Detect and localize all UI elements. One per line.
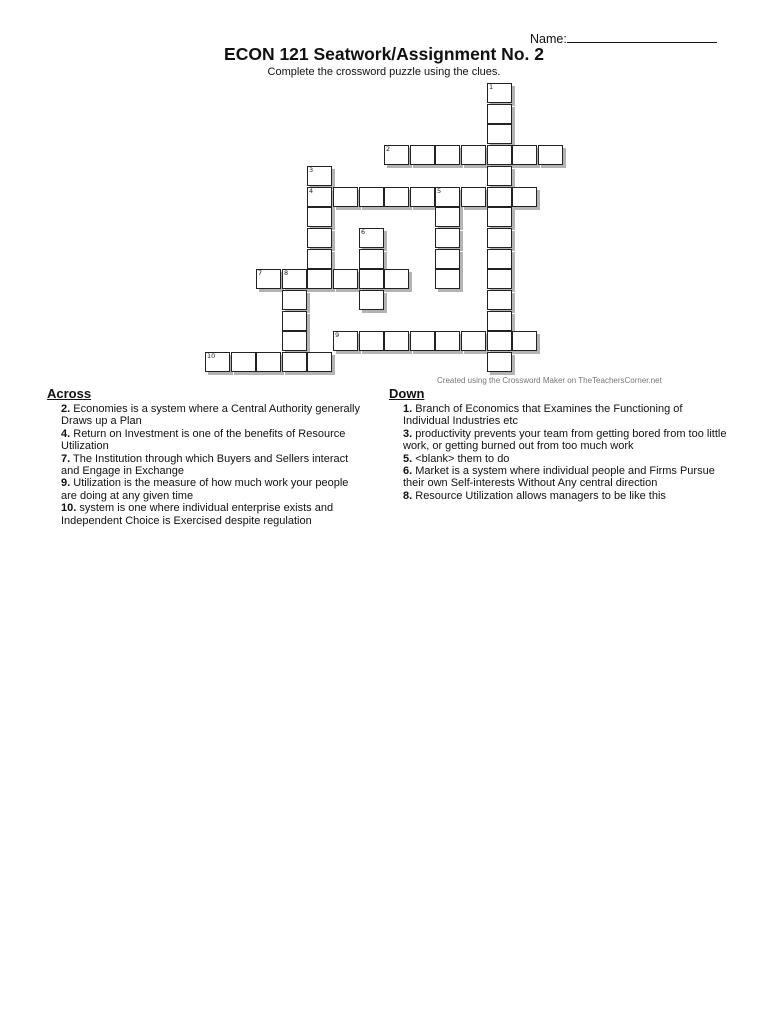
clue-number: 9. — [61, 477, 71, 490]
across-clue — [47, 502, 367, 527]
crossword-cell[interactable] — [359, 228, 384, 248]
cell-number: 6 — [361, 228, 366, 236]
crossword-grid — [0, 0, 768, 380]
crossword-cell[interactable] — [487, 166, 512, 186]
clue-text: system is one where individual enterprise exists and Independent Choice is Exercised despite regulation — [61, 502, 334, 527]
across-clue — [47, 403, 367, 428]
clue-number: 3. — [403, 427, 413, 440]
crossword-cell[interactable] — [384, 187, 409, 207]
clue-text: Market is a system where individual people and Firms Pursue their own Self-interests Without Any central direction — [403, 465, 715, 490]
crossword-cell[interactable] — [512, 331, 537, 351]
crossword-cell[interactable] — [487, 145, 512, 165]
across-clue-list — [47, 403, 367, 527]
clue-text: Resource Utilization allows managers to be like this — [415, 489, 666, 502]
down-clue-list — [389, 403, 729, 502]
clue-number: 5. — [403, 452, 413, 465]
crossword-cell[interactable] — [384, 331, 409, 351]
clue-number: 1. — [403, 403, 413, 415]
crossword-cell[interactable] — [384, 145, 409, 165]
crossword-cell[interactable] — [307, 187, 332, 207]
cell-number: 5 — [437, 187, 442, 195]
crossword-cell[interactable] — [307, 249, 332, 269]
cell-number: 7 — [258, 269, 263, 277]
crossword-cell[interactable] — [461, 145, 486, 165]
clue-text: Branch of Economics that Examines the Functioning of Individual Industries etc — [403, 403, 683, 428]
crossword-cell[interactable] — [487, 290, 512, 310]
crossword-cell[interactable] — [282, 352, 307, 372]
crossword-cell[interactable] — [487, 104, 512, 124]
crossword-cell[interactable] — [487, 269, 512, 289]
clue-number: 10. — [61, 502, 77, 515]
crossword-cell[interactable] — [307, 207, 332, 227]
crossword-cell[interactable] — [359, 331, 384, 351]
crossword-cell[interactable] — [256, 269, 281, 289]
crossword-cell[interactable] — [307, 228, 332, 248]
crossword-cell[interactable] — [461, 331, 486, 351]
clue-number: 4. — [61, 427, 71, 440]
crossword-cell[interactable] — [435, 228, 460, 248]
crossword-cell[interactable] — [282, 331, 307, 351]
crossword-cell[interactable] — [333, 187, 358, 207]
page-subtitle: Complete the crossword puzzle using the clues. — [267, 66, 501, 78]
crossword-cell[interactable] — [359, 290, 384, 310]
across-clues — [47, 386, 367, 527]
crossword-cell[interactable] — [410, 187, 435, 207]
crossword-cell[interactable] — [512, 145, 537, 165]
crossword-cell[interactable] — [487, 207, 512, 227]
clue-number: 6. — [403, 465, 413, 478]
crossword-cell[interactable] — [231, 352, 256, 372]
crossword-cell[interactable] — [487, 249, 512, 269]
crossword-cell[interactable] — [410, 331, 435, 351]
clue-text: <blank> them to do — [415, 452, 510, 465]
cell-number: 2 — [386, 145, 391, 153]
clue-text: Economies is a system where a Central Authority generally Draws up a Plan — [61, 403, 360, 428]
crossword-cell[interactable] — [359, 187, 384, 207]
clue-text: Utilization is the measure of how much work your people are doing at any given time — [61, 477, 349, 502]
crossword-cell[interactable] — [487, 331, 512, 351]
clue-number: 2. — [61, 403, 71, 415]
crossword-cell[interactable] — [487, 124, 512, 144]
cell-number: 1 — [489, 83, 494, 91]
clue-number: 8. — [403, 489, 413, 502]
cell-number: 8 — [284, 269, 289, 277]
clue-text: Return on Investment is one of the benefits of Resource Utilization — [61, 427, 346, 453]
down-heading: Down — [389, 386, 425, 401]
crossword-cell[interactable] — [282, 269, 307, 289]
cell-number: 4 — [309, 187, 314, 195]
crossword-credit: Created using the Crossword Maker on TheTeachersCorner.net — [437, 376, 662, 385]
crossword-cell[interactable] — [435, 187, 460, 207]
crossword-cell[interactable] — [487, 187, 512, 207]
crossword-cell[interactable] — [333, 331, 358, 351]
down-clue — [389, 465, 729, 490]
cell-number: 3 — [309, 166, 314, 174]
page-title: ECON 121 Seatwork/Assignment No. 2 — [224, 44, 544, 64]
crossword-cell[interactable] — [435, 145, 460, 165]
down-clue — [389, 490, 729, 502]
cell-number: 9 — [335, 331, 340, 339]
across-heading: Across — [47, 386, 92, 401]
crossword-cell[interactable] — [435, 249, 460, 269]
crossword-cell[interactable] — [333, 269, 358, 289]
down-clue — [389, 403, 729, 428]
down-clue — [389, 428, 729, 453]
crossword-cell[interactable] — [487, 83, 512, 103]
cell-number: 10 — [207, 352, 216, 360]
crossword-cell[interactable] — [256, 352, 281, 372]
crossword-cell[interactable] — [461, 187, 486, 207]
crossword-cell[interactable] — [359, 249, 384, 269]
crossword-cell[interactable] — [487, 311, 512, 331]
crossword-cell[interactable] — [282, 311, 307, 331]
across-clue — [47, 428, 367, 453]
crossword-cell[interactable] — [487, 228, 512, 248]
crossword-cell[interactable] — [307, 269, 332, 289]
crossword-cell[interactable] — [307, 166, 332, 186]
crossword-cell[interactable] — [282, 290, 307, 310]
crossword-cell[interactable] — [538, 145, 563, 165]
crossword-cell[interactable] — [435, 331, 460, 351]
crossword-cell[interactable] — [435, 269, 460, 289]
crossword-cell[interactable] — [435, 207, 460, 227]
crossword-cell[interactable] — [384, 269, 409, 289]
crossword-cell[interactable] — [512, 187, 537, 207]
clue-text: The Institution through which Buyers and Sellers interact and Engage in Exchange — [61, 452, 349, 478]
across-clue — [47, 477, 367, 502]
name-label: Name: — [530, 32, 567, 46]
down-clue — [389, 453, 729, 465]
across-clue — [47, 453, 367, 478]
crossword-cell[interactable] — [359, 269, 384, 289]
crossword-cell[interactable] — [307, 352, 332, 372]
clue-number: 7. — [61, 452, 71, 465]
clue-text: productivity prevents your team from getting bored from too little work, or getting burned out from too much work — [403, 427, 727, 453]
crossword-cell[interactable] — [205, 352, 230, 372]
down-clues — [389, 386, 729, 502]
crossword-cell[interactable] — [487, 352, 512, 372]
crossword-cell[interactable] — [410, 145, 435, 165]
